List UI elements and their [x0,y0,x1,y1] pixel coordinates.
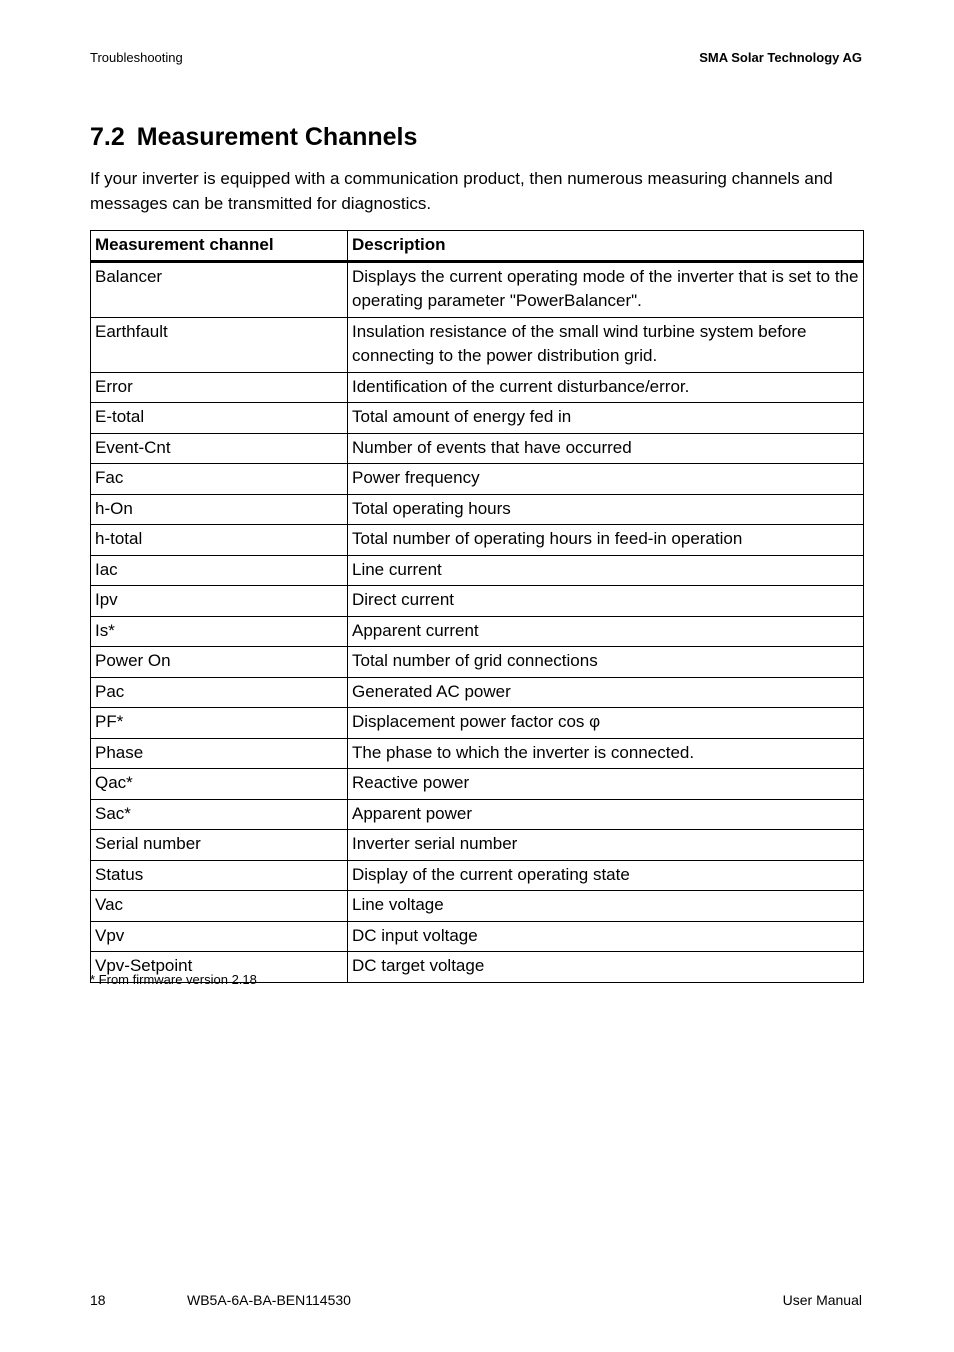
section-number: 7.2 [90,123,125,151]
measurement-channels-table [90,230,864,983]
table-row [91,586,864,617]
channel-description-cell: The phase to which the inverter is connected. [348,738,864,769]
table-row [91,317,864,372]
table-row [91,647,864,678]
channel-description-cell: Displays the current operating mode of the inverter that is set to the operating parameter "PowerBalancer". [348,261,864,317]
section-title: Measurement Channels [136,123,418,151]
table-row [91,738,864,769]
table-row [91,830,864,861]
channel-description-cell: Inverter serial number [348,830,864,861]
channel-description-cell: Line current [348,555,864,586]
channel-description-cell: Total operating hours [348,494,864,525]
table-row [91,616,864,647]
table-row [91,708,864,739]
channel-description-cell: Power frequency [348,464,864,495]
header-section: Troubleshooting [90,50,183,65]
table-row [91,860,864,891]
channel-name-cell: Earthfault [91,317,348,372]
column-header-description: Description [348,231,864,262]
channel-name-cell: Event-Cnt [91,433,348,464]
channel-name-cell: Qac* [91,769,348,800]
channel-name-cell: Vpv-Setpoint [91,952,348,983]
channel-name-cell: Ipv [91,586,348,617]
channel-name-cell: Serial number [91,830,348,861]
channel-name-cell: E-total [91,403,348,434]
channel-name-cell: Fac [91,464,348,495]
footer-document-type: User Manual [782,1292,862,1308]
footnote: * From firmware version 2.18 [90,972,257,987]
channel-description-cell: Total number of operating hours in feed-in operation [348,525,864,556]
table-body [91,261,864,982]
channel-description-cell: Reactive power [348,769,864,800]
channel-description-cell: Apparent current [348,616,864,647]
channel-description-cell: Identification of the current disturbance/error. [348,372,864,403]
intro-paragraph: If your inverter is equipped with a communication product, then numerous measuring channels and messages can be transmitted for diagnostics. [90,169,833,213]
channel-name-cell: Vac [91,891,348,922]
channel-name-cell: Is* [91,616,348,647]
channel-name-cell: Pac [91,677,348,708]
channel-description-cell: Line voltage [348,891,864,922]
channel-description-cell: Direct current [348,586,864,617]
channel-description-cell: DC input voltage [348,921,864,952]
channel-description-cell: Generated AC power [348,677,864,708]
table-row [91,891,864,922]
table-row [91,799,864,830]
channel-description-cell: Total amount of energy fed in [348,403,864,434]
table-row [91,261,864,317]
channel-name-cell: h-total [91,525,348,556]
channel-name-cell: Power On [91,647,348,678]
channel-name-cell: Status [91,860,348,891]
channel-name-cell: Iac [91,555,348,586]
table-header-row [91,231,864,262]
channel-name-cell: h-On [91,494,348,525]
channel-name-cell: Balancer [91,261,348,317]
table-row [91,525,864,556]
table-row [91,464,864,495]
table-row [91,372,864,403]
column-header-channel: Measurement channel [91,231,348,262]
channel-description-cell: DC target voltage [348,952,864,983]
table-row [91,433,864,464]
channel-description-cell: Insulation resistance of the small wind turbine system before connecting to the power distribution grid. [348,317,864,372]
channel-name-cell: Phase [91,738,348,769]
channel-description-cell: Displacement power factor cos φ [348,708,864,739]
measurement-table-container [90,230,863,983]
header-company: SMA Solar Technology AG [699,50,862,65]
channel-name-cell: PF* [91,708,348,739]
table-row [91,494,864,525]
table-row [91,403,864,434]
page-title [90,123,417,152]
table-row [91,769,864,800]
channel-description-cell: Apparent power [348,799,864,830]
table-row [91,677,864,708]
footer-document-id: WB5A-6A-BA-BEN114530 [187,1292,351,1308]
table-row [91,555,864,586]
footer-page-number: 18 [90,1292,106,1308]
channel-description-cell: Total number of grid connections [348,647,864,678]
channel-name-cell: Vpv [91,921,348,952]
channel-description-cell: Number of events that have occurred [348,433,864,464]
channel-description-cell: Display of the current operating state [348,860,864,891]
channel-name-cell: Sac* [91,799,348,830]
table-row [91,921,864,952]
channel-name-cell: Error [91,372,348,403]
